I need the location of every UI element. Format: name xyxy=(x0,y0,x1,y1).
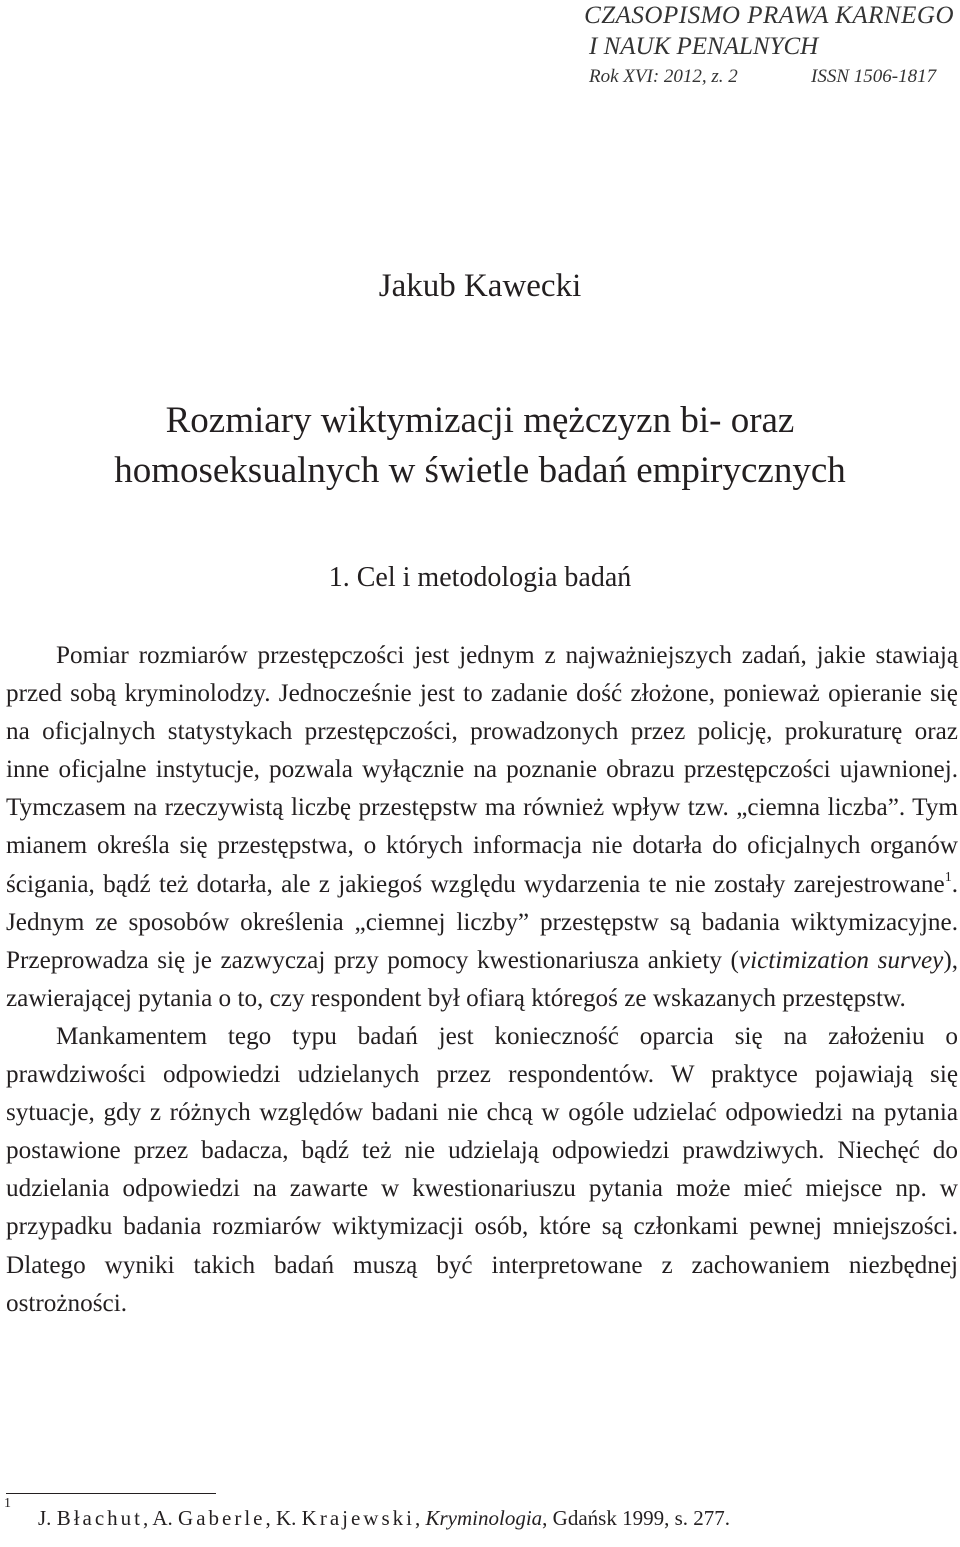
journal-issue-line xyxy=(589,66,937,88)
paragraph-1-italic-term: victimization survey xyxy=(738,946,944,974)
footnote-author2-initial: A. xyxy=(152,1506,173,1530)
footnote-author3-name: Krajewski xyxy=(301,1506,415,1530)
journal-name-line1: CZASOPISMO PRAWA KARNEGO xyxy=(584,2,954,29)
article-title-line2: homoseksualnych w świetle badań empirycznych xyxy=(114,450,846,491)
paragraph-2: Mankamentem tego typu badań jest konieczność oparcia się na założeniu o prawdziwości odpowiedzi udzielanych przez respondentów. W praktyce pojawiają się sytuacje, gdy z różnych względów badani nie chcą w ogóle udzielać odpowiedzi na pytania postawione przez badacza, bądź też nie udzielają odpowiedzi prawdziwych. Niechęć do udzielania odpowiedzi na zawarte w kwestionariuszu pytania może mieć miejsce np. w przypadku badania rozmiarów wiktymizacji osób, które są członkami pewnej mniejszości. Dlatego wyniki takich badań muszą być interpretowane z zachowaniem niezbędnej ostrożności. xyxy=(6,1022,958,1317)
footnote-reference: 1 xyxy=(944,869,952,885)
footnote-book-title: Kryminologia xyxy=(425,1506,543,1530)
article-author: Jakub Kawecki xyxy=(378,268,582,304)
section-heading: 1. Cel i metodologia badań xyxy=(328,562,632,593)
article-title xyxy=(0,396,960,496)
footnote-author3-initial: K. xyxy=(276,1506,297,1530)
paragraph-1 xyxy=(6,637,958,1018)
journal-name-line2: I NAUK PENALNYCH xyxy=(589,33,819,60)
footnote-number: 1 xyxy=(4,1496,11,1511)
article-body xyxy=(6,637,958,1323)
footnote-author1-name: Błachut xyxy=(56,1506,144,1530)
footnote-rest: , Gdańsk 1999, s. 277. xyxy=(542,1506,730,1530)
article-title-line1: Rozmiary wiktymizacji mężczyzn bi- oraz xyxy=(165,400,795,441)
footnote-author1-initial: J. xyxy=(38,1506,52,1530)
footnote-author2-name: Gaberle xyxy=(178,1506,266,1530)
journal-issn: ISSN 1506-1817 xyxy=(811,66,937,87)
journal-year-issue: Rok XVI: 2012, z. 2 xyxy=(589,66,738,87)
footnote-divider xyxy=(6,1493,216,1494)
paragraph-1-part-2: . Jednym ze sposobów określenia „ciemnej liczby” przestępstw są badania wiktymizacyjne. Przeprowadza się je zazwyczaj przy pomocy kwestionariusza ankiety ( xyxy=(6,870,958,974)
paragraph-1-part-3: ), zawierającej pytania o to, czy respondent był ofiarą któregoś ze wskazanych przestępstw. xyxy=(6,946,958,1012)
paragraph-1-part-1: Pomiar rozmiarów przestępczości jest jednym z najważniejszych zadań, jakie stawiają przed sobą kryminolodzy. Jednocześnie jest to zadanie dość złożone, ponieważ opieranie się na oficjalnych statystykach przestępczości, prowadzonych przez policję, prokuraturę oraz inne oficjalne instytucje, pozwala wyłącznie na poznanie obrazu przestępczości ujawnionej. Tymczasem na rzeczywistą liczbę przestępstw ma również wpływ tzw. „ciemna liczba”. Tym mianem określa się przestępstwa, o których informacja nie dotarła do oficjalnych organów ścigania, bądź też dotarła, ale z jakiegoś względu wydarzenia te nie zostały zarejestrowane xyxy=(6,642,958,898)
footnote-text: J. Błachut, A. Gaberle, K. Krajewski, Kryminologia, Gdańsk 1999, s. 277. xyxy=(38,1506,730,1530)
